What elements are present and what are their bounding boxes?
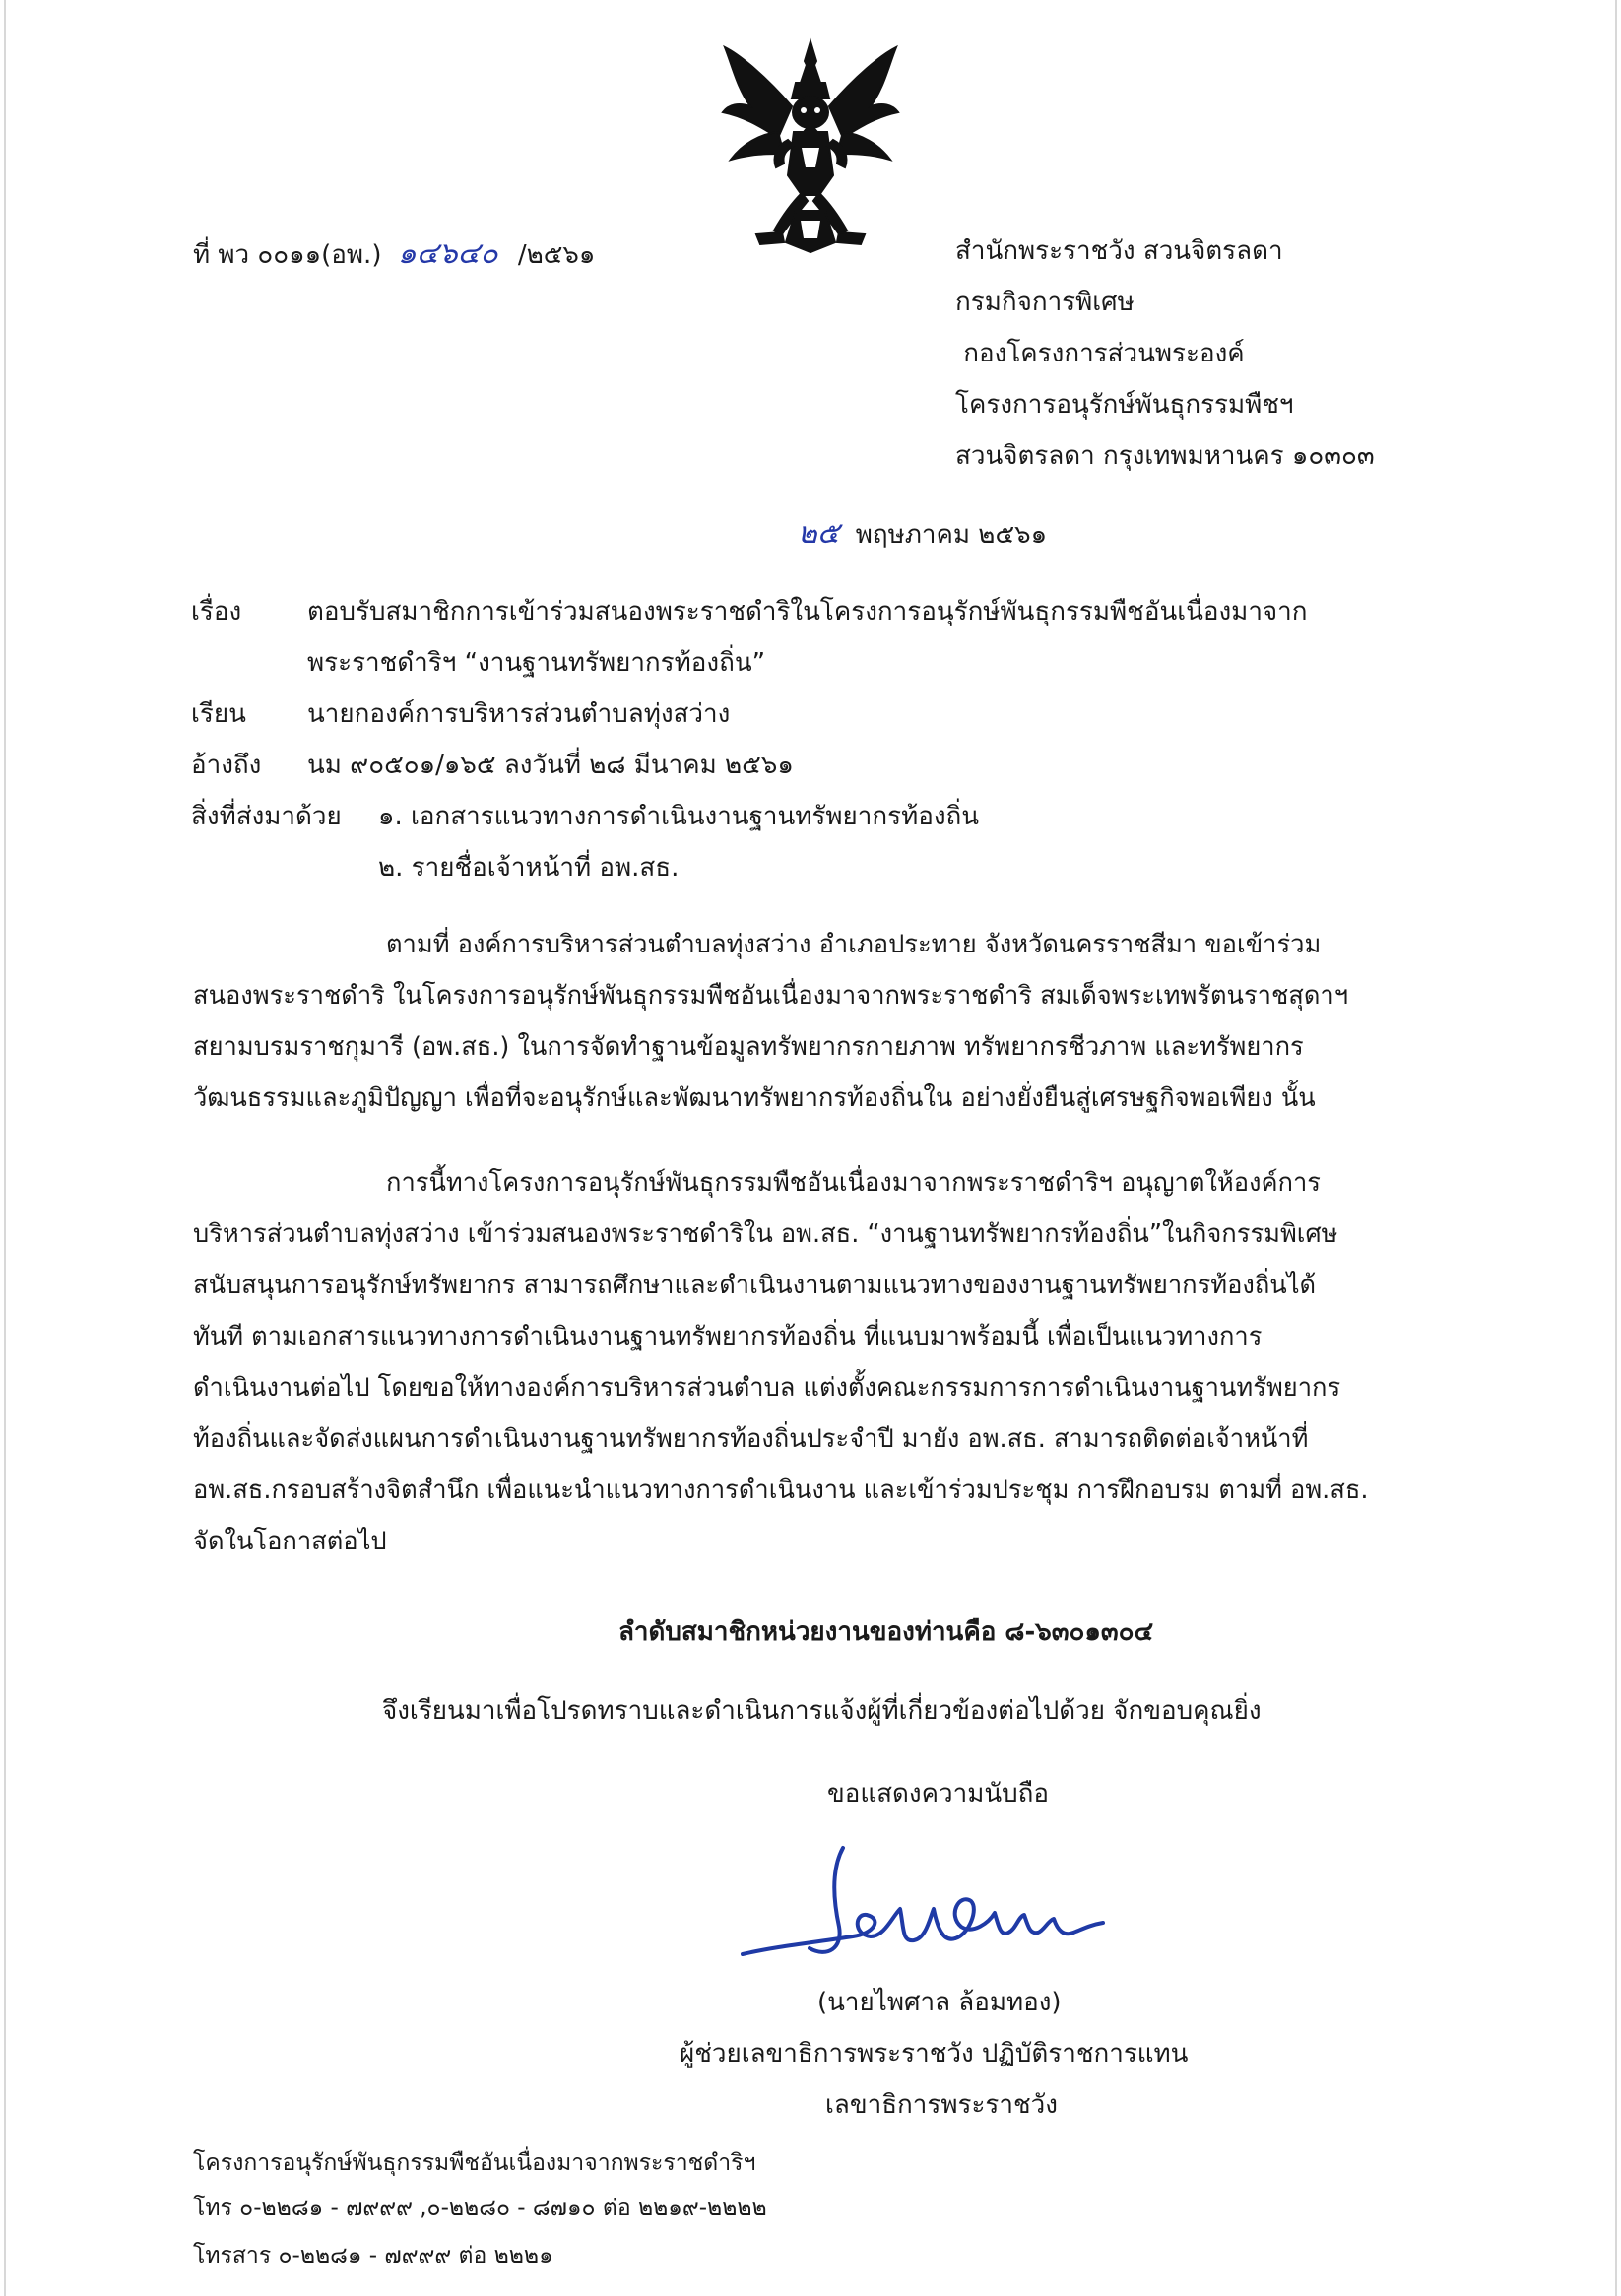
complimentary-close: ขอแสดงความนับถือ [827,1779,1049,1808]
reference-label: อ้างถึง [191,751,262,780]
subject-line: พระราชดำริฯ “งานฐานทรัพยากรท้องถิ่น” [307,648,766,678]
recipient-label: เรียน [191,699,246,729]
closing-request: จึงเรียนมาเพื่อโปรดทราบและดำเนินการแจ้งผู้ที่เกี่ยวข้องต่อไปด้วย จักขอบคุณยิ่ง [382,1696,1262,1726]
subject-line: ตอบรับสมาชิกการเข้าร่วมสนองพระราชดำริในโครงการอนุรักษ์พันธุกรรมพืชอันเนื่องมาจาก [307,597,1308,626]
garuda-emblem [717,37,904,256]
signatory-position: ผู้ช่วยเลขาธิการพระราชวัง ปฏิบัติราชการแทน [680,2039,1189,2068]
reference-suffix: /๒๕๖๑ [517,240,596,270]
paragraph-line: อพ.สธ.กรอบสร้างจิตสำนึก เพื่อแนะนำแนวทางการดำเนินงาน และเข้าร่วมประชุม การฝึกอบรม ตามที่ อพ.สธ. [193,1476,1369,1505]
body-paragraph-1 [193,919,1436,1124]
paragraph-line: ดำเนินงานต่อไป โดยขอให้ทางองค์การบริหารส่วนตำบล แต่งตั้งคณะกรรมการการดำเนินงานฐานทรัพยากร [193,1373,1341,1403]
reference-number [193,230,595,277]
body-paragraph-2 [193,1157,1436,1567]
scan-edge-left [4,0,6,2296]
paragraph-line: ทันที ตามเอกสารแนวทางการดำเนินงานฐานทรัพยากรท้องถิ่น ที่แนบมาพร้อมนี้ เพื่อเป็นแนวทางการ [193,1322,1263,1351]
address-line: กองโครงการส่วนพระองค์ [955,339,1245,368]
signatory-name: (นายไพศาล ล้อมทอง) [817,1988,1062,2017]
enclosure-label: สิ่งที่ส่งมาด้วย [191,802,342,831]
enclosure-item: ๑. เอกสารแนวทางการดำเนินงานฐานทรัพยากรท้องถิ่น [378,802,980,831]
footer-project: โครงการอนุรักษ์พันธุกรรมพืชอันเนื่องมาจากพระราชดำริฯ [193,2150,756,2176]
reference-value: นม ๙๐๕๐๑/๑๖๕ ลงวันที่ ๒๘ มีนาคม ๒๕๖๑ [307,751,794,780]
enclosure-item: ๒. รายชื่อเจ้าหน้าที่ อพ.สธ. [378,853,680,883]
reference-number-handwritten: ๑๔๖๔๐ [397,236,498,271]
paragraph-line: สนับสนุนการอนุรักษ์ทรัพยากร สามารถศึกษาและดำเนินงานตามแนวทางของงานฐานทรัพยากรท้องถิ่นได้ [193,1271,1317,1300]
address-line: โครงการอนุรักษ์พันธุกรรมพืชฯ [955,390,1294,420]
paragraph-line: สยามบรมราชกุมารี (อพ.สธ.) ในการจัดทำฐานข้อมูลทรัพยากรกายภาพ ทรัพยากรชีวภาพ และทรัพยากร [193,1032,1304,1062]
date-month-year: พฤษภาคม ๒๕๖๑ [855,520,1048,550]
letter-date [798,510,1047,557]
footer-fax: โทรสาร ๐-๒๒๘๑ - ๗๙๙๙ ต่อ ๒๒๒๑ [193,2243,553,2268]
date-day-handwritten: ๒๕ [798,516,840,551]
scan-edge-right [1615,0,1617,2296]
reference-prefix: ที่ พว ๐๐๑๑(อพ.) [193,240,382,270]
paragraph-line: ตามที่ องค์การบริหารส่วนตำบลทุ่งสว่าง อำเภอประทาย จังหวัดนครราชสีมา ขอเข้าร่วม [386,930,1322,959]
handwritten-signature [737,1840,1111,1988]
address-line: สำนักพระราชวัง สวนจิตรลดา [955,236,1283,266]
paragraph-line: สนองพระราชดำริ ในโครงการอนุรักษ์พันธุกรรมพืชอันเนื่องมาจากพระราชดำริ สมเด็จพระเทพรัตนราชสุดาฯ [193,981,1349,1011]
footer-phone: โทร ๐-๒๒๘๑ - ๗๙๙๙ ,๐-๒๒๘๐ - ๘๗๑๐ ต่อ ๒๒๑๙-๒๒๒๒ [193,2196,767,2221]
address-line: กรมกิจการพิเศษ [955,288,1135,317]
recipient-value: นายกองค์การบริหารส่วนตำบลทุ่งสว่าง [307,699,731,729]
signatory-position: เลขาธิการพระราชวัง [825,2090,1058,2120]
paragraph-line: บริหารส่วนตำบลทุ่งสว่าง เข้าร่วมสนองพระราชดำริใน อพ.สธ. “งานฐานทรัพยากรท้องถิ่น”ในกิจกรรมพิเศษ [193,1219,1338,1249]
address-line: สวนจิตรลดา กรุงเทพมหานคร ๑๐๓๐๓ [955,441,1375,471]
paragraph-line: จัดในโอกาสต่อไป [193,1527,387,1556]
paragraph-line: ท้องถิ่นและจัดส่งแผนการดำเนินงานฐานทรัพยากรท้องถิ่นประจำปี มายัง อพ.สธ. สามารถติดต่อเจ้าหน้าที่ [193,1424,1309,1454]
member-number-line: ลำดับสมาชิกหน่วยงานของท่านคือ ๘-๖๓๐๑๓๐๔ [618,1617,1154,1647]
paragraph-line: วัฒนธรรมและภูมิปัญญา เพื่อที่จะอนุรักษ์และพัฒนาทรัพยากรท้องถิ่นใน อย่างยั่งยืนสู่เศรษฐกิจพอเพียง นั้น [193,1083,1316,1113]
paragraph-line: การนี้ทางโครงการอนุรักษ์พันธุกรรมพืชอันเนื่องมาจากพระราชดำริฯ อนุญาตให้องค์การ [386,1168,1321,1198]
subject-label: เรื่อง [191,597,242,626]
